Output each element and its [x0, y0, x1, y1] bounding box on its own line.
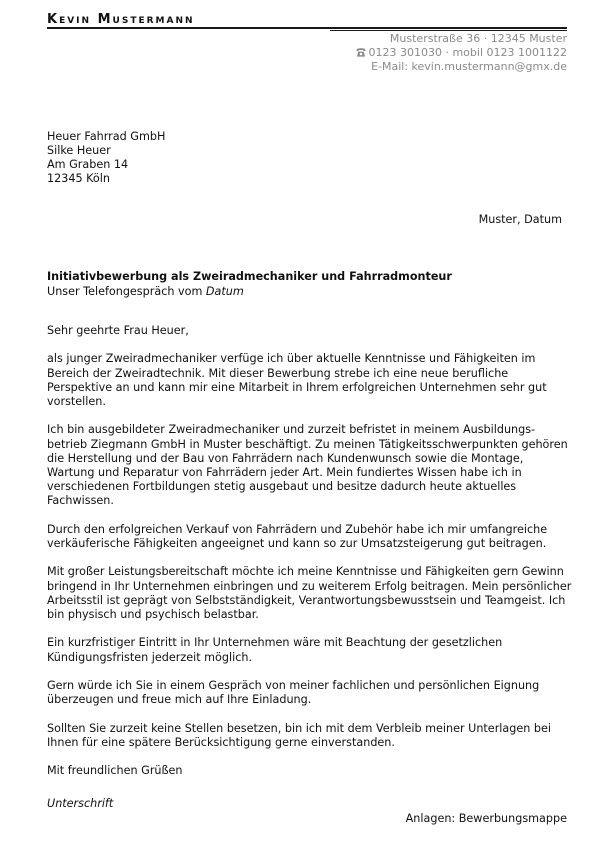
sender-address: Musterstraße 36 · 12345 Muster [389, 32, 567, 45]
signature: Unterschrift [47, 797, 114, 810]
subject-reference-date: Datum [205, 285, 244, 298]
sender-name: Kevin Mustermann [47, 12, 195, 27]
header-rule-thin [330, 30, 567, 31]
recipient-address [47, 130, 165, 186]
recipient-line: Heuer Fahrrad GmbH [47, 130, 166, 143]
header-rule-thick [47, 27, 567, 29]
body-paragraph: Ein kurzfristiger Eintritt in Ihr Unternehmen wäre mit Beachtung der gesetzlichen Kündigungsfristen jederzeit möglich. [47, 636, 503, 664]
attachments-note: Anlagen: Bewerbungsmappe [405, 812, 567, 825]
body-paragraph: Sollten Sie zurzeit keine Stellen besetzen, bin ich mit dem Verbleib meiner Unterlagen bei Ihnen für eine spätere Berücksichtigung gerne einverstanden. [47, 721, 551, 749]
recipient-line: 12345 Köln [47, 172, 110, 185]
subject-reference-prefix: Unser Telefongespräch vom [47, 285, 206, 298]
recipient-line: Silke Heuer [47, 144, 111, 157]
letter-date: Muster, Datum [478, 213, 562, 226]
body-paragraph: Mit großer Leistungsbereitschaft möchte ich meine Kenntnisse und Fähigkeiten gern Gewinn bringend in Ihr Unternehmen einbringen und zu weiterem Erfolg beitragen. Mein persönlicher Arbeitsstil ist geprägt von Selbstständigkeit, Verantwortungsbewusstsein und Teamgeist. Ich bin physisch und psychisch belastbar. [47, 565, 572, 621]
sender-contact-block [356, 32, 568, 74]
letter-body [47, 324, 572, 793]
subject-block [47, 269, 452, 299]
recipient-line: Am Graben 14 [47, 158, 129, 171]
subject-title: Initiativbewerbung als Zweiradmechaniker und Fahrradmonteur [47, 270, 452, 283]
salutation: Sehr geehrte Frau Heuer, [47, 324, 189, 337]
body-paragraph: Gern würde ich Sie in einem Gespräch von meiner fachlichen und persönlichen Eignung überzeugen und freue mich auf Ihre Einladung. [47, 678, 540, 707]
closing: Mit freundlichen Grüßen [47, 764, 183, 778]
phone-icon [356, 48, 366, 57]
body-paragraph: Ich bin ausgebildeter Zweiradmechaniker und zurzeit befristet in meinem Ausbildungs-betrieb Ziegmann GmbH in Muster beschäftigt. Zu meinen Tätigkeitsschwerpunkten gehören die Herstellung und der Bau von Fahrrädern nach Kundenwunsch sowie die Montage, Wartung und Reparatur von Fahrrädern jeder Art. Mein fundiertes Wissen habe ich in verschiedenen Fortbildungen stetig ausgebaut und besitze dadurch heute aktuelles Fachwissen. [47, 423, 568, 508]
body-paragraph: Durch den erfolgreichen Verkauf von Fahrrädern und Zubehör habe ich mir umfangreiche verkäuferische Fähigkeiten angeeignet und kann so zur Umsatzsteigerung gut beitragen. [47, 522, 548, 550]
sender-phone: 0123 301030 · mobil 0123 1001122 [368, 46, 567, 59]
subject-reference [47, 284, 452, 299]
sender-phone-line [356, 46, 568, 60]
sender-email: E-Mail: kevin.mustermann@gmx.de [371, 60, 567, 73]
body-paragraph: als junger Zweiradmechaniker verfüge ich über aktuelle Kenntnisse und Fähigkeiten im Bereich der Zweiradtechnik. Mit dieser Bewerbung strebe ich eine neue berufliche Perspektive an und kann mir eine Mitarbeit in Ihrem erfolgreichen Unternehmen sehr gut vorstellen. [47, 352, 547, 408]
